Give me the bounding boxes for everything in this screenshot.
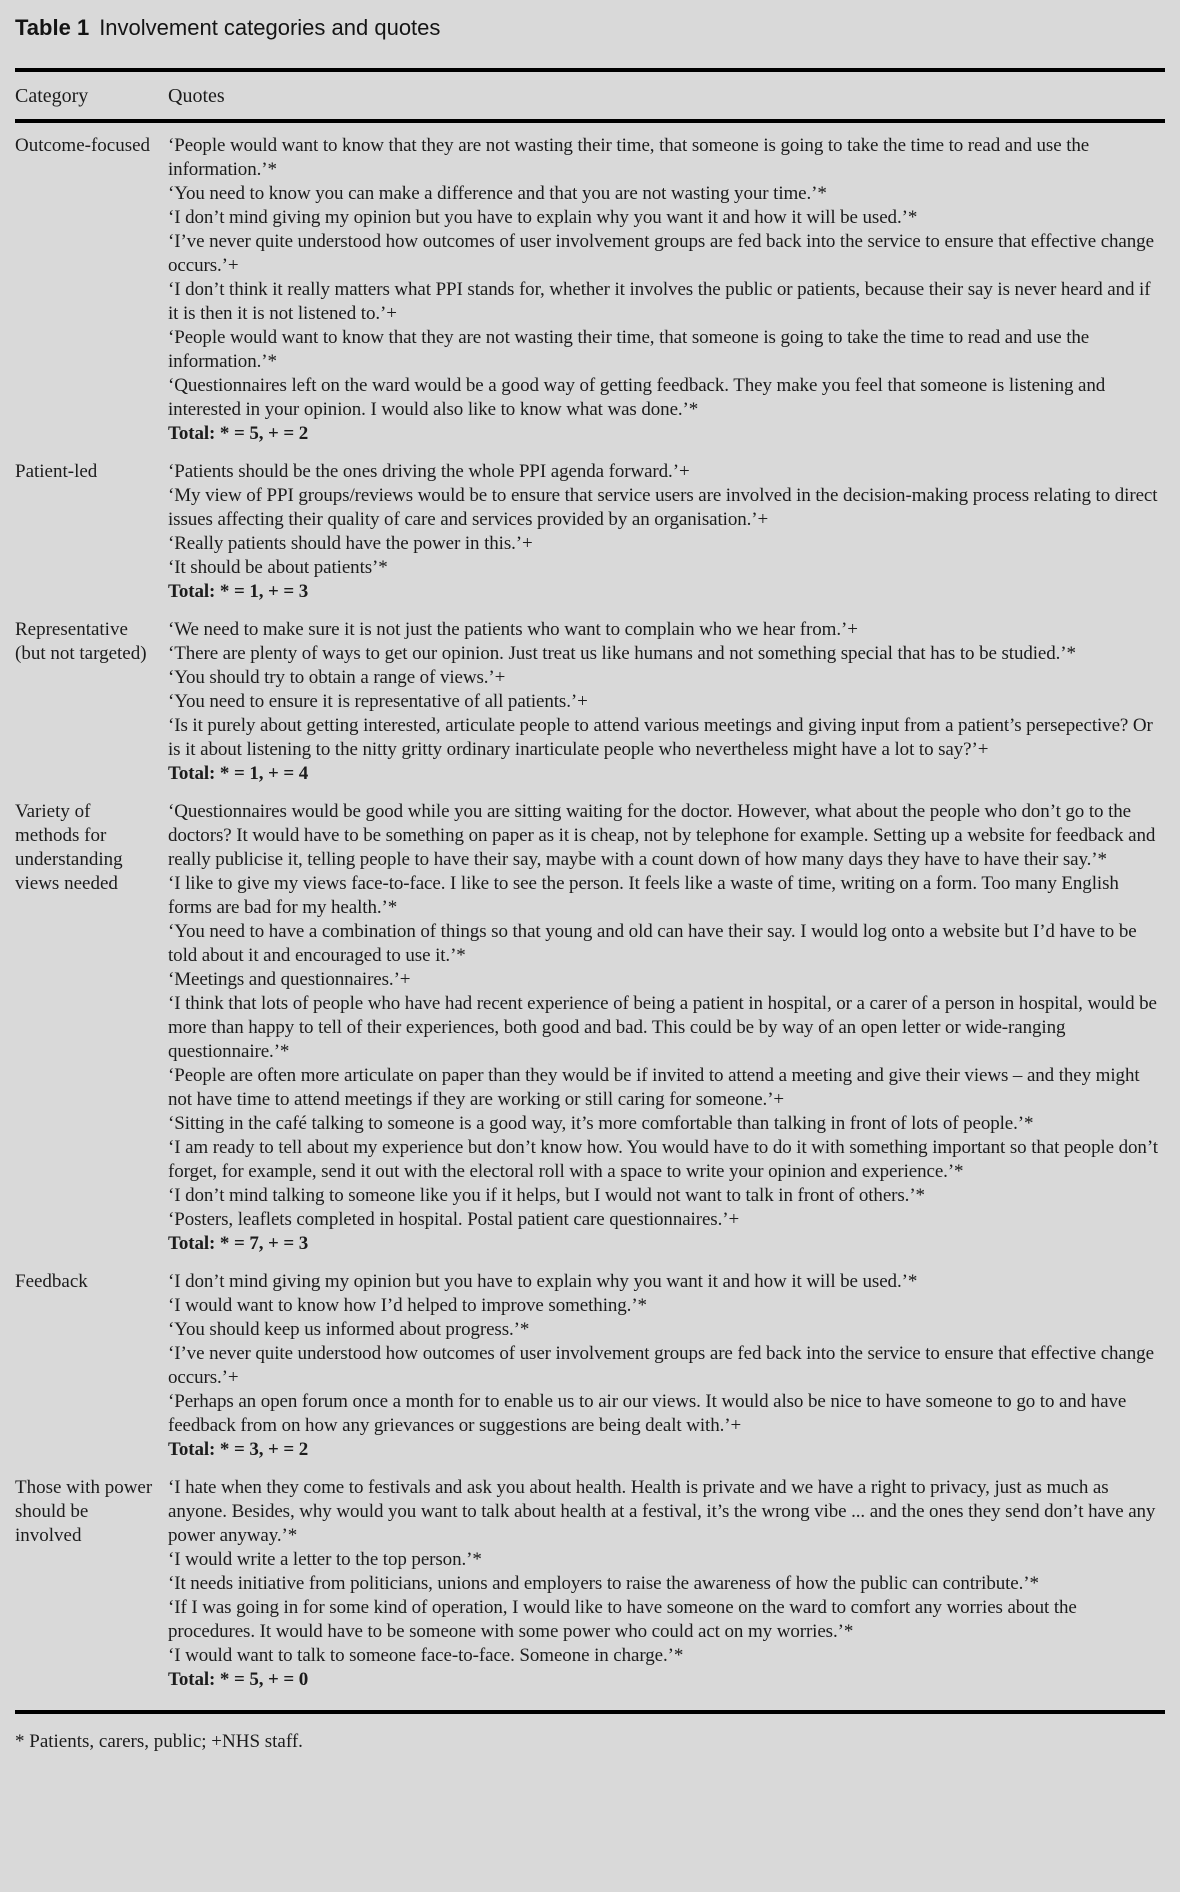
quotes-cell: [168, 1476, 1165, 1692]
column-header-category: Category: [15, 85, 89, 107]
quote-text: ‘I’ve never quite understood how outcomes of user involvement groups are fed back into the service to ensure that effective change occurs.’+: [168, 1343, 1154, 1388]
category-cell: Those with power should be involved: [15, 1477, 153, 1546]
quote-text: ‘I don’t mind talking to someone like you if it helps, but I would not want to talk in front of others.’*: [168, 1185, 925, 1206]
footnote: * Patients, carers, public; +NHS staff.: [15, 1731, 303, 1752]
quote-text: ‘If I was going in for some kind of operation, I would like to have someone on the ward to comfort any worries about the procedures. It would have to be someone with some power who could act on my worries.’*: [168, 1597, 1077, 1642]
category-cell: Representative (but not targeted): [15, 619, 147, 664]
quote-text: ‘People are often more articulate on paper than they would be if invited to attend a meeting and give their views – and they might not have time to attend meetings if they are working or still caring for someone.’+: [168, 1065, 1140, 1110]
table-header-row: [15, 72, 1165, 119]
quote-text: ‘It needs initiative from politicians, unions and employers to raise the awareness of how the public can contribute.’*: [168, 1573, 1039, 1594]
quote-text: ‘I would want to know how I’d helped to improve something.’*: [168, 1295, 647, 1316]
quote-text: ‘Questionnaires left on the ward would be a good way of getting feedback. They make you feel that someone is listening and interested in your opinion. I would also like to know what was done.’*: [168, 375, 1106, 420]
quote-text: ‘Is it purely about getting interested, articulate people to attend various meetings and giving input from a patient’s persepective? Or is it about listening to the nitty gritty ordinary inarticulate people who nevertheless might have a lot to say?’+: [168, 715, 1153, 760]
table-title: [15, 14, 1165, 42]
total-line: Total: * = 5, + = 2: [168, 423, 309, 444]
quote-text: ‘It should be about patients’*: [168, 557, 388, 578]
total-line: Total: * = 1, + = 4: [168, 763, 309, 784]
table-number-label: Table 1: [15, 15, 90, 40]
category-cell: Patient-led: [15, 461, 98, 482]
quote-text: ‘Really patients should have the power in this.’+: [168, 533, 533, 554]
quote-text: ‘I hate when they come to festivals and ask you about health. Health is private and we have a right to privacy, just as much as anyone. Besides, why would you want to talk about health at a festival, it’s the wrong vibe ... and the ones they send don’t have any power anyway.’*: [168, 1477, 1156, 1546]
table-row: [15, 800, 1165, 1256]
quote-text: ‘Patients should be the ones driving the whole PPI agenda forward.’+: [168, 461, 690, 482]
quote-text: ‘People would want to know that they are not wasting their time, that someone is going to take the time to read and use the information.’*: [168, 327, 1090, 372]
quote-text: ‘I don’t mind giving my opinion but you have to explain why you want it and how it will be used.’*: [168, 1271, 918, 1292]
total-line: Total: * = 3, + = 2: [168, 1439, 309, 1460]
quote-text: ‘You need to have a combination of things so that young and old can have their say. I would log onto a website but I’d have to be told about it and encouraged to use it.’*: [168, 921, 1137, 966]
quote-text: ‘Perhaps an open forum once a month for to enable us to air our views. It would also be nice to have someone to go to and have feedback from on how any grievances or suggestions are being dealt with.’+: [168, 1391, 1127, 1436]
category-cell: Outcome-focused: [15, 135, 151, 156]
quote-text: ‘You need to know you can make a difference and that you are not wasting your time.’*: [168, 183, 827, 204]
column-header-quotes: Quotes: [168, 85, 225, 107]
quote-text: ‘You should keep us informed about progress.’*: [168, 1319, 530, 1340]
quote-text: ‘I think that lots of people who have had recent experience of being a patient in hospital, or a carer of a person in hospital, would be more than happy to tell of their experiences, both good and bad. This could be by way of an open letter or wide-ranging questionnaire.’*: [168, 993, 1157, 1062]
quotes-cell: [168, 460, 1165, 604]
table-row: [15, 1476, 1165, 1692]
total-line: Total: * = 1, + = 3: [168, 581, 309, 602]
quote-text: ‘My view of PPI groups/reviews would be to ensure that service users are involved in the decision-making process relating to direct issues affecting their quality of care and services provided by an organisation.’+: [168, 485, 1158, 530]
table-body: [15, 123, 1165, 1710]
table-row: [15, 1270, 1165, 1462]
quote-text: ‘Posters, leaflets completed in hospital. Postal patient care questionnaires.’+: [168, 1209, 740, 1230]
category-cell: Variety of methods for understanding views needed: [15, 801, 123, 894]
total-line: Total: * = 5, + = 0: [168, 1669, 309, 1690]
quote-text: ‘People would want to know that they are not wasting their time, that someone is going to take the time to read and use the information.’*: [168, 135, 1090, 180]
quote-text: ‘I would write a letter to the top person.’*: [168, 1549, 482, 1570]
quote-text: ‘Questionnaires would be good while you are sitting waiting for the doctor. However, what about the people who don’t go to the doctors? It would have to be something on paper as it is cheap, not by telephone for example. Setting up a website for feedback and really publicise it, telling people to have their say, maybe with a count down of how many days they have to have their say.’*: [168, 801, 1156, 870]
quotes-cell: [168, 618, 1165, 786]
quote-text: ‘Sitting in the café talking to someone is a good way, it’s more comfortable than talking in front of lots of people.’*: [168, 1113, 1034, 1134]
category-cell: Feedback: [15, 1271, 88, 1292]
quotes-cell: [168, 1270, 1165, 1462]
quote-text: ‘Meetings and questionnaires.’+: [168, 969, 411, 990]
quote-text: ‘You need to ensure it is representative of all patients.’+: [168, 691, 588, 712]
total-line: Total: * = 7, + = 3: [168, 1233, 309, 1254]
quote-text: ‘I am ready to tell about my experience but don’t know how. You would have to do it with something important so that people don’t forget, for example, send it out with the electoral roll with a space to write your opinion and experience.’*: [168, 1137, 1158, 1182]
quote-text: ‘I don’t think it really matters what PPI stands for, whether it involves the public or patients, because their say is never heard and if it is then it is not listened to.’+: [168, 279, 1151, 324]
quote-text: ‘There are plenty of ways to get our opinion. Just treat us like humans and not something special that has to be studied.’*: [168, 643, 1076, 664]
quote-text: ‘I would want to talk to someone face-to-face. Someone in charge.’*: [168, 1645, 684, 1666]
table-row: [15, 460, 1165, 604]
table-caption: Involvement categories and quotes: [99, 15, 441, 40]
quote-text: ‘We need to make sure it is not just the patients who want to complain who we hear from.’+: [168, 619, 858, 640]
quote-text: ‘I like to give my views face-to-face. I like to see the person. It feels like a waste of time, writing on a form. Too many English forms are bad for my health.’*: [168, 873, 1119, 918]
table-row: [15, 134, 1165, 446]
table-row: [15, 618, 1165, 786]
quote-text: ‘You should try to obtain a range of views.’+: [168, 667, 506, 688]
quotes-cell: [168, 134, 1165, 446]
quote-text: ‘I don’t mind giving my opinion but you have to explain why you want it and how it will be used.’*: [168, 207, 918, 228]
quote-text: ‘I’ve never quite understood how outcomes of user involvement groups are fed back into the service to ensure that effective change occurs.’+: [168, 231, 1154, 276]
quotes-cell: [168, 800, 1165, 1256]
